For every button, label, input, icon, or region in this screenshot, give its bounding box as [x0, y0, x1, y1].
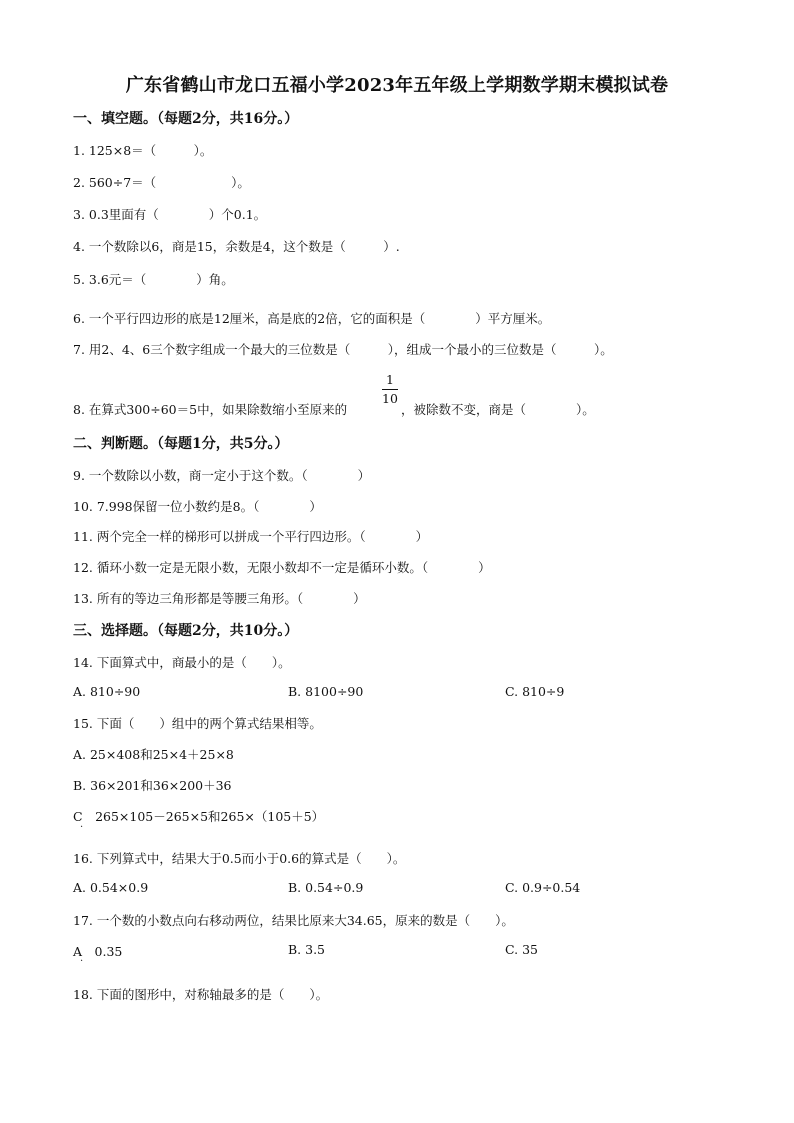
question-15: 15. 下面（ ）组中的两个算式结果相等。 — [73, 716, 322, 731]
fraction-bar — [382, 389, 398, 390]
question-12: 12. 循环小数一定是无限小数，无限小数却不一定是循环小数。（ ） — [73, 560, 491, 575]
option-dot: · — [80, 956, 84, 967]
question-15-option-a: A. 25×408和25×4＋25×8 — [73, 747, 234, 762]
section-multiple-choice: 三、选择题。（每题2分，共10分。） — [73, 623, 299, 639]
option-b: B. 8100÷90 — [288, 684, 364, 699]
question-11: 11. 两个完全一样的梯形可以拼成一个平行四边形。（ ） — [73, 529, 429, 544]
option-b: B. 0.54÷0.9 — [288, 880, 364, 895]
option-c: C. 0.9÷0.54 — [505, 880, 581, 895]
question-13: 13. 所有的等边三角形都是等腰三角形。（ ） — [73, 591, 366, 606]
question-17: 17. 一个数的小数点向右移动两位，结果比原来大34.65，原来的数是（ ）。 — [73, 913, 514, 928]
question-15-option-c: C 265×105－265×5和265×（105＋5） — [73, 809, 325, 824]
question-7: 7. 用2、4、6三个数字组成一个最大的三位数是（ ），组成一个最小的三位数是（ ）。 — [73, 342, 613, 357]
section-fill-blank: 一、填空题。（每题2分，共16分。） — [73, 111, 299, 127]
page-title: 广东省鹤山市龙口五福小学2023年五年级上学期数学期末模拟试卷 — [125, 75, 669, 96]
question-18: 18. 下面的图形中，对称轴最多的是（ ）。 — [73, 987, 329, 1002]
question-10: 10. 7.998保留一位小数约是8。（ ） — [73, 499, 322, 514]
question-1: 1. 125×8＝（ ）。 — [73, 143, 213, 158]
question-17-options — [73, 942, 753, 960]
fraction-one-tenth — [380, 373, 400, 406]
question-3: 3. 0.3里面有（ ）个0.1。 — [73, 207, 267, 222]
question-14-options — [73, 684, 753, 702]
question-16-options — [73, 880, 753, 898]
option-c: C. 810÷9 — [505, 684, 565, 699]
question-15-option-b: B. 36×201和36×200＋36 — [73, 778, 232, 793]
question-6: 6. 一个平行四边形的底是12厘米，高是底的2倍，它的面积是（ ）平方厘米。 — [73, 311, 551, 326]
option-a: A. 810÷90 — [73, 684, 141, 699]
option-c: C. 35 — [505, 942, 538, 957]
question-5: 5. 3.6元＝（ ）角。 — [73, 272, 234, 287]
fraction-numerator: 1 — [386, 372, 394, 387]
question-14: 14. 下面算式中，商最小的是（ ）。 — [73, 655, 291, 670]
section-true-false: 二、判断题。（每题1分，共5分。） — [73, 436, 289, 452]
question-2: 2. 560÷7＝（ ）。 — [73, 175, 250, 190]
question-16: 16. 下列算式中，结果大于0.5而小于0.6的算式是（ ）。 — [73, 851, 406, 866]
option-dot: · — [80, 822, 84, 833]
question-4: 4. 一个数除以6，商是15，余数是4，这个数是（ ）. — [73, 239, 400, 254]
question-8-text: 8. 在算式300÷60＝5中，如果除数缩小至原来的 — [73, 402, 348, 417]
option-a: A 0.35 — [73, 944, 123, 959]
option-a: A. 0.54×0.9 — [73, 880, 149, 895]
question-9: 9. 一个数除以小数，商一定小于这个数。（ ） — [73, 468, 371, 483]
option-b: B. 3.5 — [288, 942, 326, 957]
question-8-text-end: ，被除数不变，商是（ ）。 — [401, 402, 595, 417]
fraction-denominator: 10 — [382, 391, 398, 406]
